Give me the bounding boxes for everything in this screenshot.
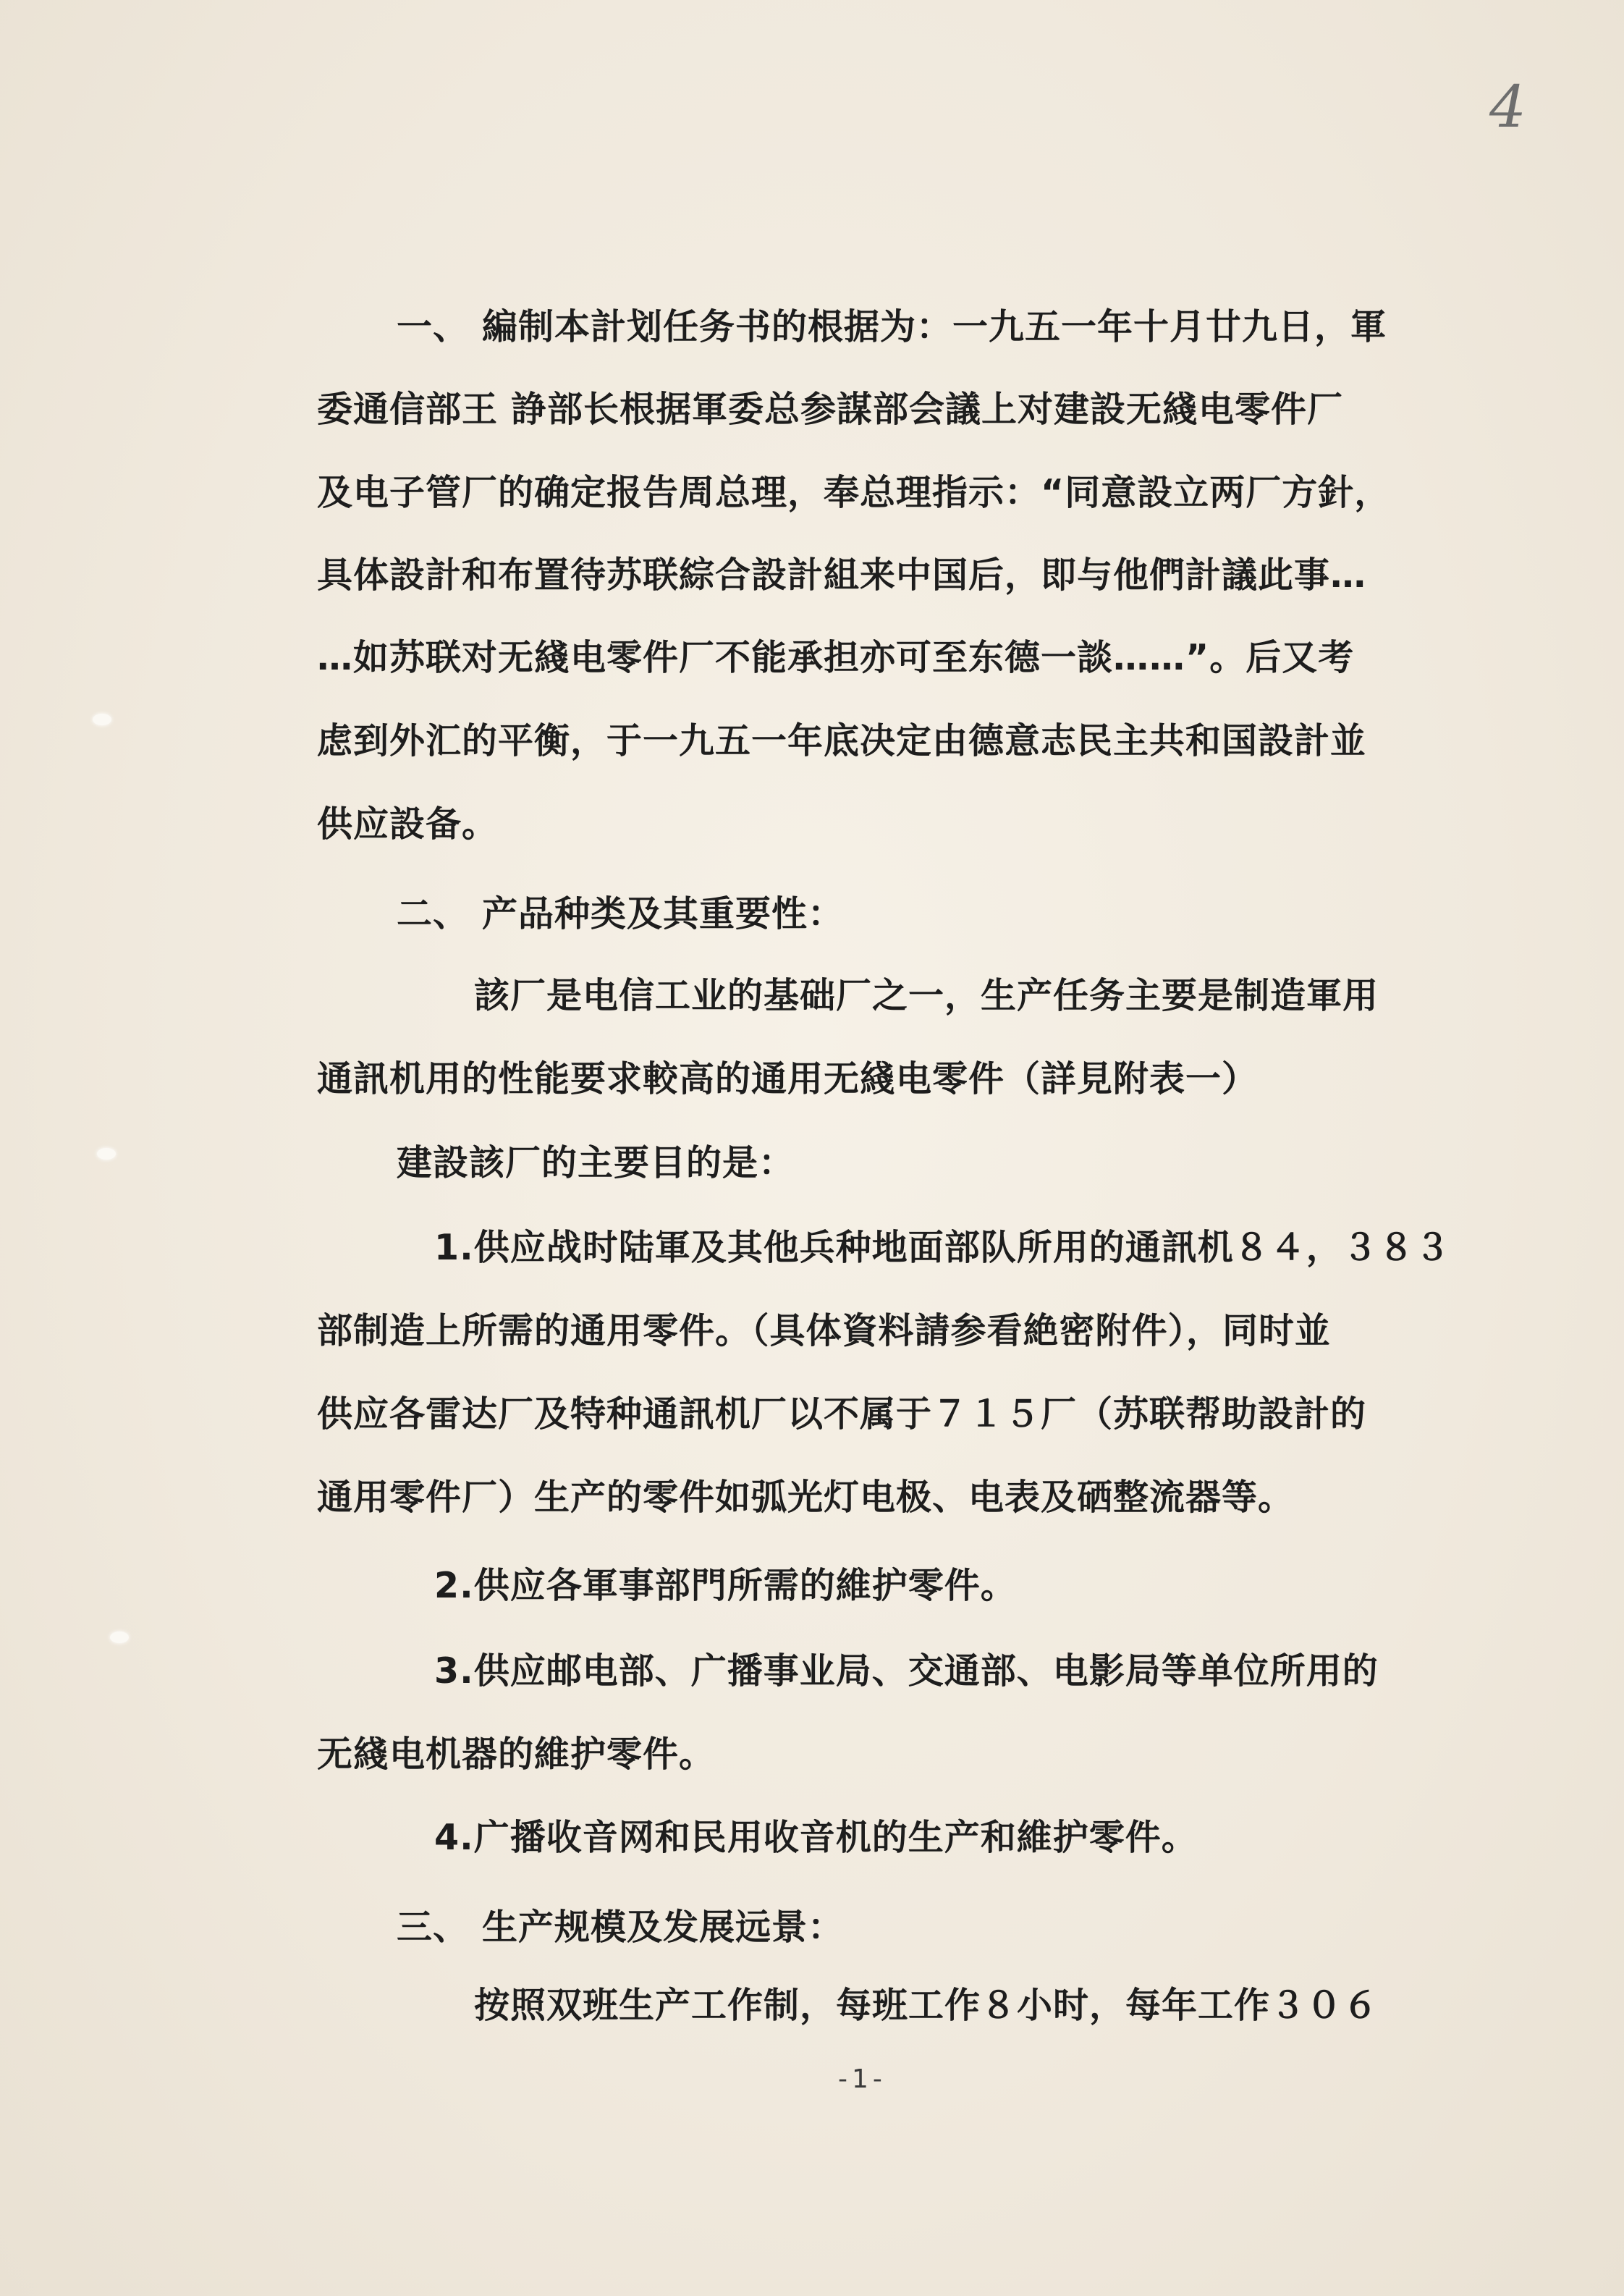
list-item: 4.广播收音网和民用收音机的生产和維护零件。: [434, 1817, 1198, 1858]
text-line: 委通信部王 諍部长根据軍委总参謀部会議上对建設无綫电零件厂: [317, 389, 1344, 430]
text-line: 供应設备。: [317, 803, 499, 845]
text-line: 按照双班生产工作制，每班工作８小时，每年工作３０６: [474, 1985, 1379, 2026]
paper-speck: [93, 714, 111, 725]
text-line: 及电子管厂的确定报告周总理，奉总理指示：“同意設立两厂方針，: [317, 472, 1391, 513]
page-number: 4: [1489, 73, 1526, 140]
text-line: 无綫电机器的維护零件。: [317, 1734, 716, 1775]
text-line: 一、 編制本計划任务书的根据为：一九五一年十月廿九日，軍: [397, 306, 1387, 347]
list-item: 1.供应战时陆軍及其他兵种地面部队所用的通訊机８４，３８３: [434, 1227, 1451, 1268]
text-line: 該厂是电信工业的基础厂之一，生产任务主要是制造軍用: [474, 975, 1379, 1016]
page-footer: -1-: [838, 2064, 887, 2094]
text-line: 具体設計和布置待苏联綜合設計組来中国后，即与他們計議此事…: [317, 554, 1367, 596]
paper-speck: [110, 1632, 129, 1643]
text-line: 通訊机用的性能要求較高的通用无綫电零件（詳見附表一）: [317, 1058, 1259, 1100]
text-line: 虑到外汇的平衡，于一九五一年底决定由德意志民主共和国設計並: [317, 720, 1367, 761]
text-line: 部制造上所需的通用零件。（具体資料請参看絶密附件），同时並: [317, 1310, 1332, 1351]
paper-speck: [97, 1148, 116, 1160]
text-line: 通用零件厂）生产的零件如弧光灯电极、电表及硒整流器等。: [317, 1477, 1295, 1518]
text-line: …如苏联对无綫电零件厂不能承担亦可至东德一談……”。后又考: [317, 637, 1355, 678]
text-line: 建設該厂的主要目的是：: [397, 1142, 795, 1183]
section-heading: 二、 产品种类及其重要性：: [397, 893, 845, 934]
section-heading: 三、 生产规模及发展远景：: [397, 1907, 845, 1948]
text-line: 供应各雷达厂及特种通訊机厂以不属于７１５厂（苏联帮助設計的: [317, 1393, 1367, 1435]
list-item: 3.供应邮电部、广播事业局、交通部、电影局等单位所用的: [434, 1650, 1379, 1692]
list-item: 2.供应各軍事部門所需的維护零件。: [434, 1565, 1017, 1606]
